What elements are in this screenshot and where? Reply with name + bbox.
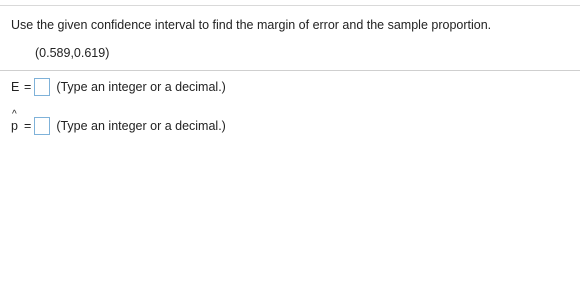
- margin-of-error-hint: (Type an integer or a decimal.): [56, 80, 226, 94]
- sample-proportion-input[interactable]: [34, 117, 50, 135]
- question-text: Use the given confidence interval to find the margin of error and the sample proportion.: [11, 18, 492, 32]
- sample-proportion-letter: p: [11, 119, 18, 133]
- margin-of-error-label: E: [11, 80, 20, 94]
- margin-of-error-input[interactable]: [34, 78, 50, 96]
- margin-of-error-row: [11, 77, 226, 97]
- confidence-interval: (0.589,0.619): [35, 46, 110, 60]
- sample-proportion-label: [11, 109, 21, 133]
- sample-proportion-hint: (Type an integer or a decimal.): [56, 119, 226, 133]
- hat-symbol: ^: [12, 109, 17, 120]
- top-divider: [0, 5, 580, 6]
- sample-proportion-row: [11, 109, 226, 136]
- equals-sign: =: [24, 119, 32, 133]
- equals-sign: =: [24, 80, 32, 94]
- section-divider: [0, 70, 580, 71]
